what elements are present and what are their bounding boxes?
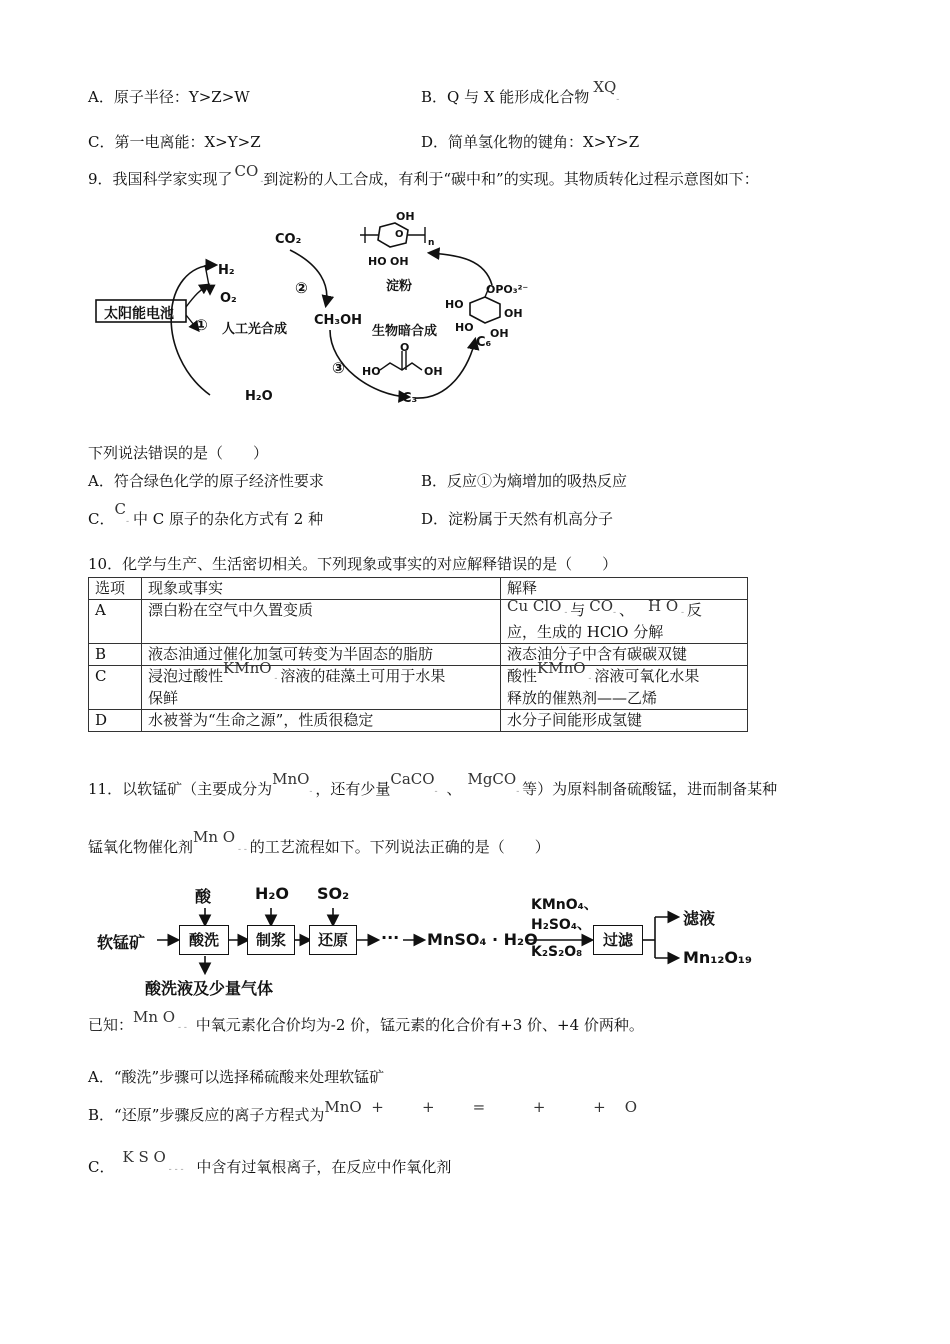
q10-row-c-explanation: 酸性KMnO - 溶液可氧化水果 释放的催熟剂——乙烯 bbox=[501, 666, 748, 710]
c3-o-label: O bbox=[400, 341, 410, 354]
h2-label: H₂ bbox=[218, 263, 235, 278]
q9-option-c-text: 中 C 原子的杂化方式有 2 种 bbox=[133, 510, 324, 528]
q9-option-c: C．C- 中 C 原子的杂化方式有 2 种 bbox=[88, 500, 324, 528]
q11-line2-a: 锰氧化物催化剂 bbox=[88, 838, 194, 856]
flow-reagent-h2so4: H₂SO₄、 bbox=[531, 917, 591, 933]
c6-ho1-label: HO bbox=[445, 298, 464, 311]
q10-row-d-explanation: 水分子间能形成氢键 bbox=[501, 710, 748, 732]
q10-header-fact: 现象或事实 bbox=[142, 578, 501, 600]
q10-row-b-fact: 液态油通过催化加氢可转变为半固态的脂肪 bbox=[142, 644, 501, 666]
c6-label: C₆ bbox=[476, 335, 492, 350]
c3-oh-label: OH bbox=[424, 365, 443, 378]
q9-option-d: D．淀粉属于天然有机高分子 bbox=[421, 510, 614, 528]
q10-stem: 10．化学与生产、生活密切相关。下列现象或事实的对应解释错误的是（ ） bbox=[88, 555, 618, 573]
step-1-label: ① bbox=[195, 316, 208, 334]
q10-row-c-expl-pre: 酸性 bbox=[507, 667, 538, 685]
q10-row-c-expl-line2: 释放的催熟剂——乙烯 bbox=[507, 689, 658, 707]
starch-ho-label: HO bbox=[368, 255, 387, 268]
q10-row-c-fact: 浸泡过酸性KMnO - 溶液的硅藻土可用于水果 保鲜 bbox=[142, 666, 501, 710]
q10-row-d-option: D bbox=[89, 710, 142, 732]
q10-row-c-option: C bbox=[89, 666, 142, 710]
c6-oh1-label: OH bbox=[504, 307, 523, 320]
step-2-label: ② bbox=[295, 279, 308, 297]
flow-h2o-label: H₂O bbox=[255, 884, 289, 903]
q9-prompt: 下列说法错误的是（ ） bbox=[88, 444, 269, 462]
flow-reagent-kmno4: KMnO₄、 bbox=[531, 897, 598, 913]
q10-row-b-option: B bbox=[89, 644, 142, 666]
q11-stem-b: ，还有少量 bbox=[315, 780, 391, 798]
table-row bbox=[89, 666, 748, 710]
flow-reduce-box: 还原 bbox=[309, 925, 357, 955]
q9-option-c-formula: C bbox=[114, 500, 126, 518]
q11-known-prefix: 已知： bbox=[88, 1016, 134, 1034]
o2-label: O₂ bbox=[220, 291, 237, 306]
q10-row-c-expl-post: 溶液可氧化水果 bbox=[594, 667, 700, 685]
q11-stem-d: 等）为原料制备硫酸锰，进而制备某种 bbox=[522, 780, 778, 798]
starch-oh2-label: OH bbox=[390, 255, 409, 268]
table-row bbox=[89, 644, 748, 666]
q9-option-c-prefix: C． bbox=[88, 510, 115, 528]
flow-waste-label: 酸洗液及少量气体 bbox=[145, 979, 274, 998]
q10-header-explanation: 解释 bbox=[501, 578, 748, 600]
q11-option-c: C．K S O - - - 中含有过氧根离子，在反应中作氧化剂 bbox=[88, 1148, 452, 1176]
q10-row-d-fact: 水被誉为“生命之源”，性质很稳定 bbox=[142, 710, 501, 732]
artificial-photosynthesis-label: 人工光合成 bbox=[222, 322, 288, 337]
q11-known-text: 中氧元素化合价均为-2 价，锰元素的化合价有+3 价、+4 价两种。 bbox=[195, 1016, 644, 1034]
q9-option-a: A．符合绿色化学的原子经济性要求 bbox=[88, 472, 324, 490]
q10-row-c-expl-formula: KMnO bbox=[537, 659, 586, 677]
q11-formula-caco3: CaCO bbox=[390, 770, 435, 788]
q10-row-a-end: 反 bbox=[686, 601, 702, 619]
q9-stem-part1: 9．我国科学家实现了 bbox=[88, 170, 233, 188]
q10-row-a-f3: H O bbox=[647, 597, 679, 615]
q10-row-a-f2: CO bbox=[589, 597, 614, 615]
q11-option-a: A．“酸洗”步骤可以选择稀硫酸来处理软锰矿 bbox=[88, 1068, 385, 1086]
q10-row-a-f1: Cu ClO bbox=[507, 597, 562, 615]
c6-opo3-label: OPO₃²⁻ bbox=[486, 283, 529, 296]
co2-label: CO₂ bbox=[275, 232, 302, 247]
q11-stem-line2: 锰氧化物催化剂Mn O - - 的工艺流程如下。下列说法正确的是（ ） bbox=[88, 828, 550, 856]
q11-flowchart bbox=[95, 880, 755, 1000]
q11-option-c-formula: K S O bbox=[122, 1148, 166, 1166]
step-3-label: ③ bbox=[332, 359, 345, 377]
q11-formula-mn12o19: Mn O bbox=[193, 828, 236, 846]
q11-option-c-prefix: C． bbox=[88, 1158, 115, 1176]
q9-diagram bbox=[90, 205, 550, 415]
q11-formula-mno2: MnO bbox=[272, 770, 310, 788]
flow-ore-label: 软锰矿 bbox=[97, 933, 146, 952]
q8-option-d: D．简单氢化物的键角：X>Y>Z bbox=[421, 133, 640, 151]
q10-row-c-fact-line2: 保鲜 bbox=[148, 689, 179, 707]
q8-option-b-formula: XQ bbox=[593, 78, 617, 96]
q9-option-b: B．反应①为熵增加的吸热反应 bbox=[421, 472, 628, 490]
starch-n-label: n bbox=[428, 238, 435, 248]
q10-row-c-fact-pre: 浸泡过酸性 bbox=[148, 667, 224, 685]
q10-row-a-line2: 应，生成的 HClO 分解 bbox=[507, 623, 664, 641]
flow-filtrate-label: 滤液 bbox=[683, 909, 716, 928]
q11-stem-line1: 11．以软锰矿（主要成分为MnO- ，还有少量CaCO- 、MgCO- 等）为原料制备硫酸锰，进而制备某种 bbox=[88, 770, 778, 798]
q11-known-formula: Mn O bbox=[133, 1008, 176, 1026]
c3-ho-label: HO bbox=[362, 365, 381, 378]
starch-ring-o-label: O bbox=[395, 229, 404, 240]
q9-stem-part2: 到淀粉的人工合成，有利于“碳中和”的实现。其物质转化过程示意图如下： bbox=[263, 170, 759, 188]
starch-oh-label: OH bbox=[396, 210, 415, 223]
q9-stem: 9．我国科学家实现了 CO-到淀粉的人工合成，有利于“碳中和”的实现。其物质转化过程示意图如下： bbox=[88, 162, 759, 188]
q11-option-c-text: 中含有过氧根离子，在反应中作氧化剂 bbox=[196, 1158, 452, 1176]
q10-header-option: 选项 bbox=[89, 578, 142, 600]
q10-row-a-fact: 漂白粉在空气中久置变质 bbox=[142, 600, 501, 644]
flow-mnso4-label: MnSO₄ · H₂O bbox=[427, 930, 538, 949]
q8-option-b-text: B．Q 与 X 能形成化合物 bbox=[421, 88, 590, 106]
q10-row-a-mid1: 与 bbox=[570, 601, 586, 619]
c6-ho2-label: HO bbox=[455, 321, 474, 334]
flow-slurry-box: 制浆 bbox=[247, 925, 295, 955]
flow-so2-label: SO₂ bbox=[317, 884, 350, 903]
flow-filter-box: 过滤 bbox=[593, 925, 643, 955]
q8-option-b: B．Q 与 X 能形成化合物XQ- bbox=[421, 78, 620, 106]
h2o-label: H₂O bbox=[245, 389, 273, 404]
flow-acid-label: 酸 bbox=[195, 887, 212, 906]
flow-mn12o19-label: Mn₁₂O₁₉ bbox=[683, 948, 752, 967]
table-row bbox=[89, 710, 748, 732]
q10-table bbox=[88, 577, 748, 732]
q10-row-c-fact-post: 溶液的硅藻土可用于水果 bbox=[280, 667, 446, 685]
q11-option-b-text: B．“还原”步骤反应的离子方程式为 bbox=[88, 1106, 325, 1124]
q10-row-a-mid2: 、 bbox=[618, 601, 634, 619]
ch3oh-label: CH₃OH bbox=[314, 313, 363, 328]
solar-cell-label: 太阳能电池 bbox=[104, 306, 174, 322]
q10-row-a-explanation: Cu ClO - 与 CO- 、 H O - 反 应，生成的 HClO 分解 bbox=[501, 600, 748, 644]
q8-option-a: A．原子半径：Y>Z>W bbox=[88, 88, 250, 106]
c3-label: C₃ bbox=[402, 391, 418, 406]
table-row bbox=[89, 600, 748, 644]
q8-option-c: C．第一电离能：X>Y>Z bbox=[88, 133, 261, 151]
q11-stem-a: 11．以软锰矿（主要成分为 bbox=[88, 780, 273, 798]
bio-dark-synthesis-label: 生物暗合成 bbox=[372, 324, 438, 339]
q10-row-a-option: A bbox=[89, 600, 142, 644]
q11-option-b-equation: MnO + + = + + O bbox=[324, 1098, 638, 1116]
q10-row-c-fact-formula: KMnO bbox=[223, 659, 272, 677]
flow-dots-label: ··· bbox=[381, 928, 400, 947]
flow-acid-wash-box: 酸洗 bbox=[179, 925, 229, 955]
c6-oh2-label: OH bbox=[490, 327, 509, 340]
q11-stem-c: 、 bbox=[446, 780, 462, 798]
q10-row-b-explanation: 液态油分子中含有碳碳双键 bbox=[501, 644, 748, 666]
q9-stem-formula: CO bbox=[234, 162, 259, 180]
q11-line2-b: 的工艺流程如下。下列说法正确的是（ ） bbox=[249, 838, 550, 856]
q11-known: 已知：Mn O - - 中氧元素化合价均为-2 价，锰元素的化合价有+3 价、+4 价两种。 bbox=[88, 1008, 644, 1034]
flow-reagent-k2s2o8: K₂S₂O₈ bbox=[531, 944, 583, 960]
starch-label: 淀粉 bbox=[386, 279, 413, 294]
q11-option-b bbox=[88, 1098, 638, 1125]
q11-formula-mgco3: MgCO bbox=[467, 770, 517, 788]
